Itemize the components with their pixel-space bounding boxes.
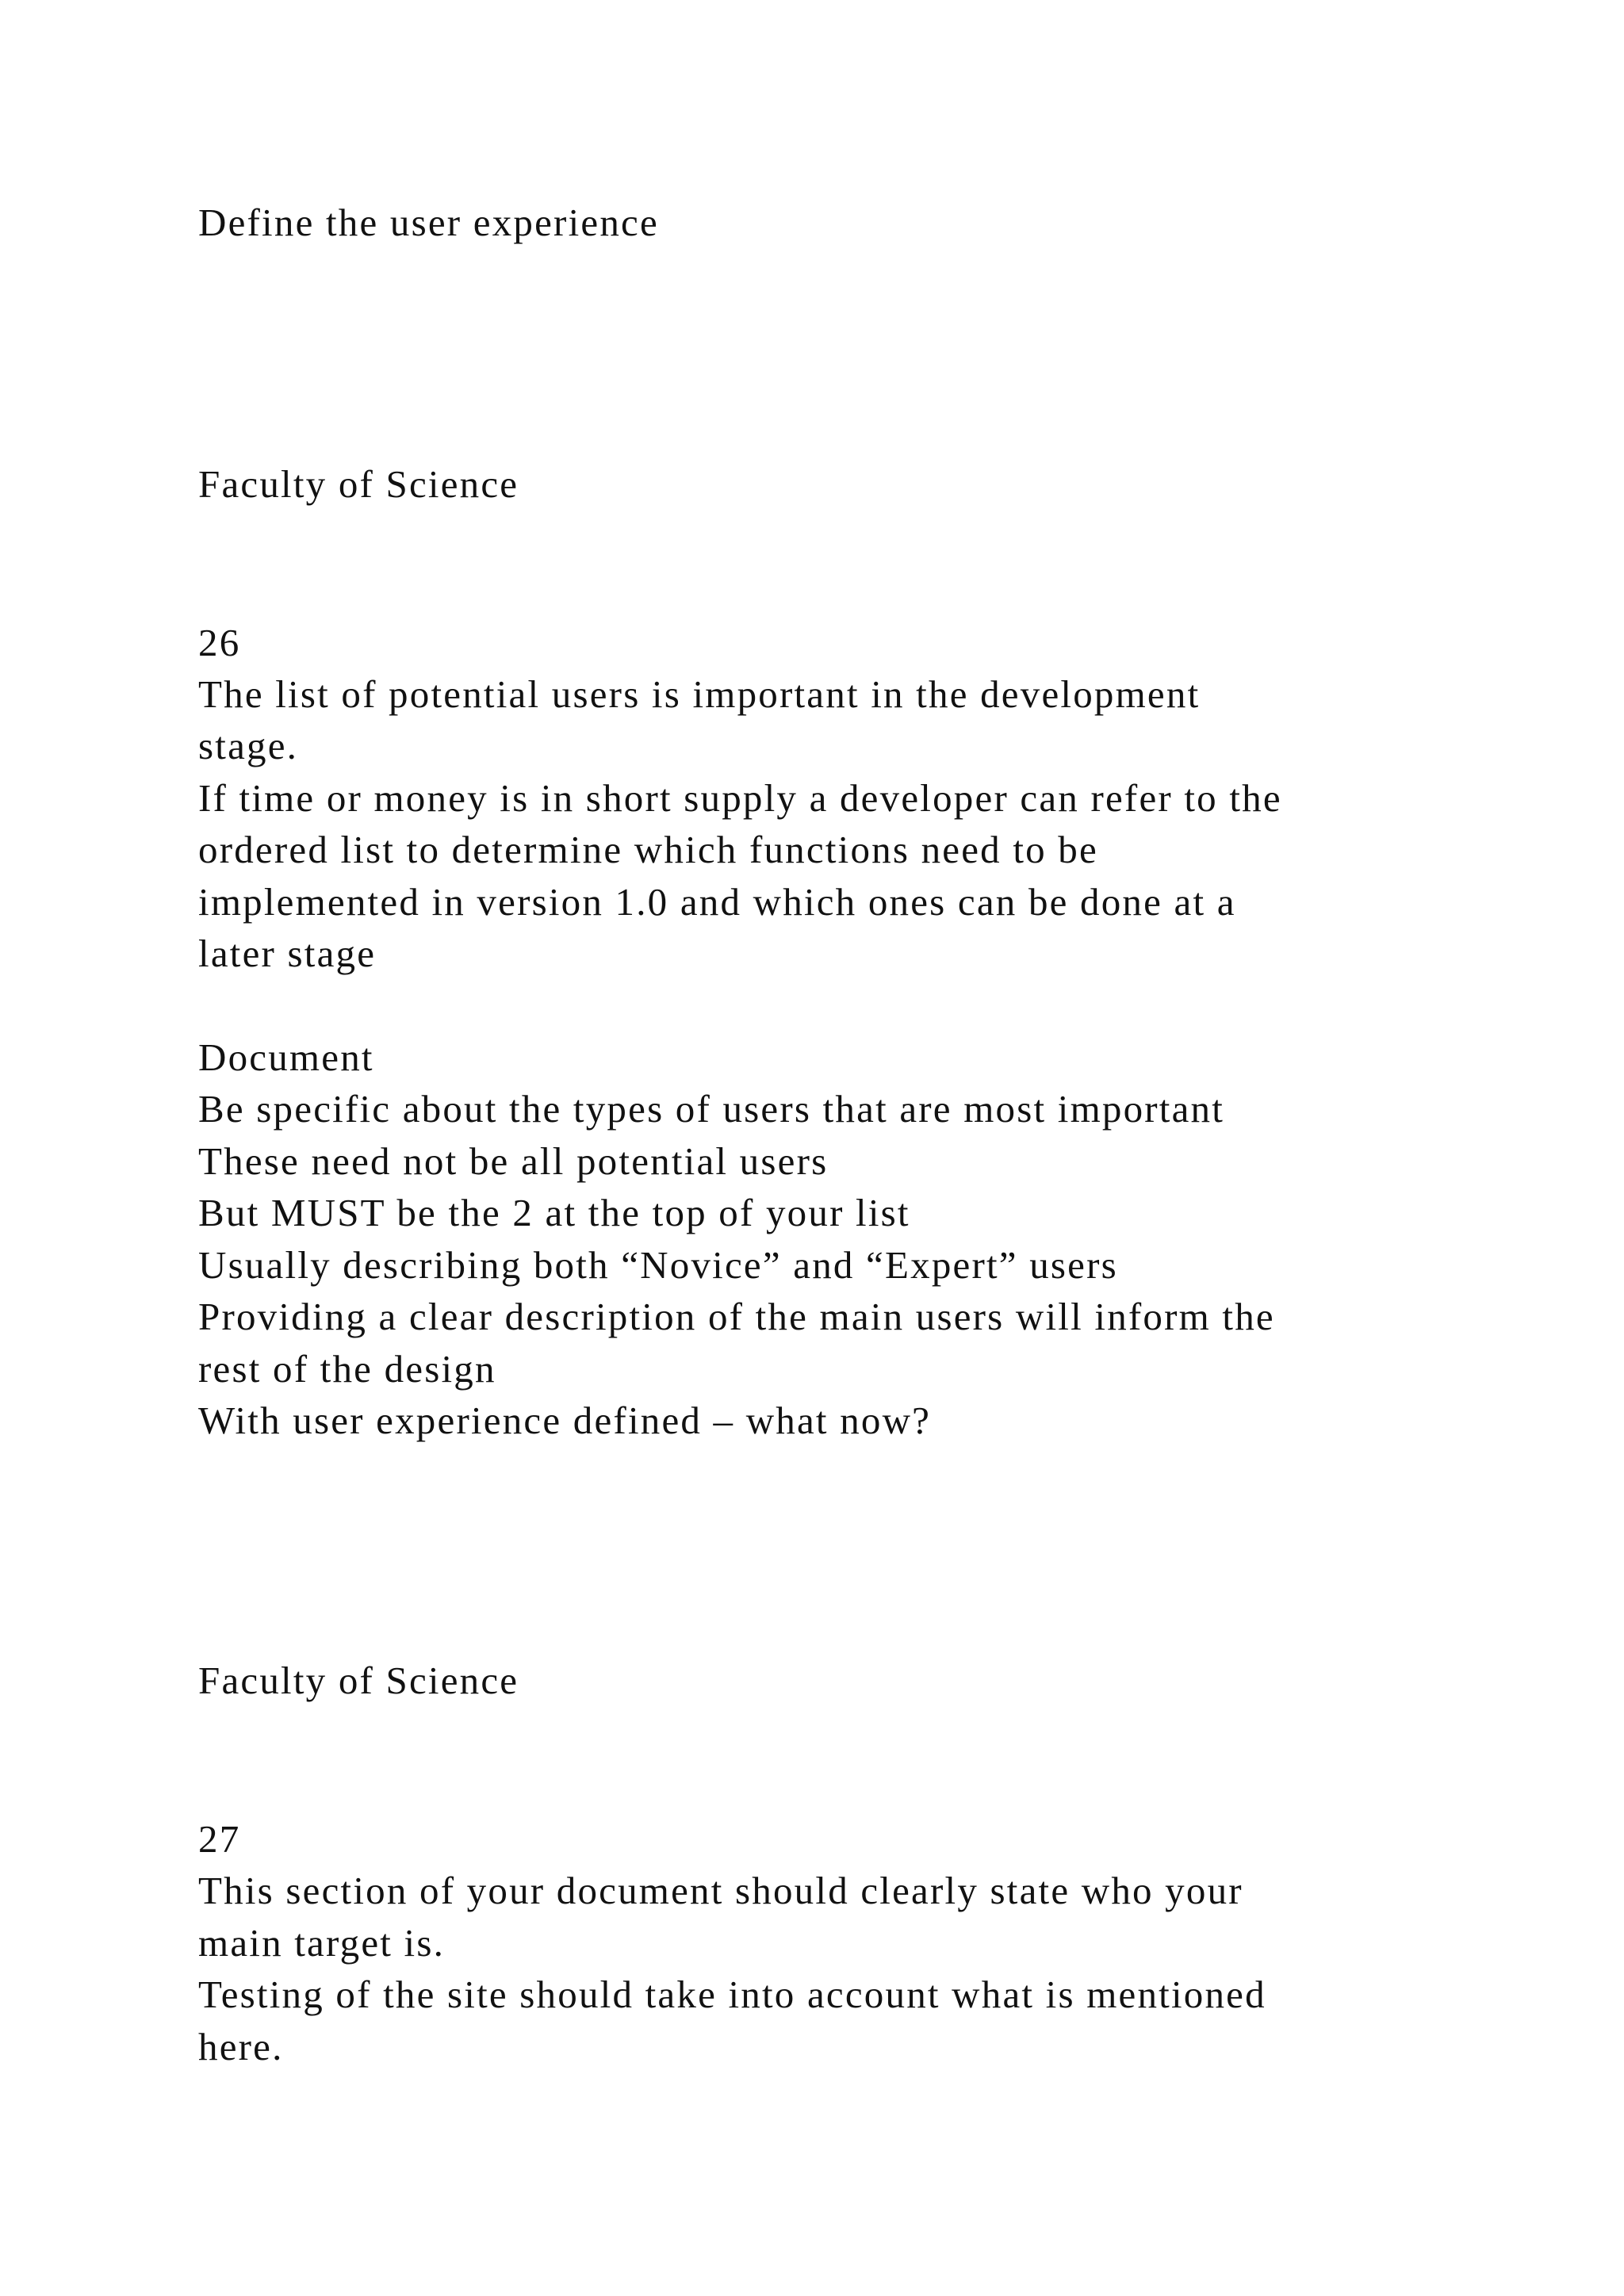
body-line: These need not be all potential users: [198, 1139, 829, 1183]
body-line: This section of your document should clearly state who your: [198, 1869, 1243, 1912]
body-line: here.: [198, 2025, 284, 2068]
body-line: With user experience defined – what now?: [198, 1399, 932, 1442]
body-line: ordered list to determine which functions need to be: [198, 828, 1098, 871]
body-line: implemented in version 1.0 and which ones can be done at a: [198, 880, 1236, 924]
body-line: Testing of the site should take into account what is mentioned: [198, 1973, 1266, 2016]
body-line: The list of potential users is important in the development: [198, 672, 1201, 716]
slide-number: 26: [198, 621, 241, 664]
body-line: But MUST be the 2 at the top of your list: [198, 1191, 910, 1234]
body-line: stage.: [198, 724, 299, 767]
body-line: Usually describing both “Novice” and “Expert” users: [198, 1243, 1118, 1287]
section-heading: Define the user experience: [198, 201, 659, 244]
body-line: Document: [198, 1035, 374, 1079]
body-line: main target is.: [198, 1921, 446, 1965]
body-line: Be specific about the types of users that are most important: [198, 1087, 1225, 1131]
footer-label: Faculty of Science: [198, 462, 519, 506]
body-line: If time or money is in short supply a developer can refer to the: [198, 776, 1282, 820]
body-line: later stage: [198, 932, 377, 975]
body-line: Providing a clear description of the main users will inform the: [198, 1295, 1275, 1338]
body-line: rest of the design: [198, 1347, 496, 1391]
footer-label: Faculty of Science: [198, 1659, 519, 1702]
slide-number: 27: [198, 1817, 241, 1861]
